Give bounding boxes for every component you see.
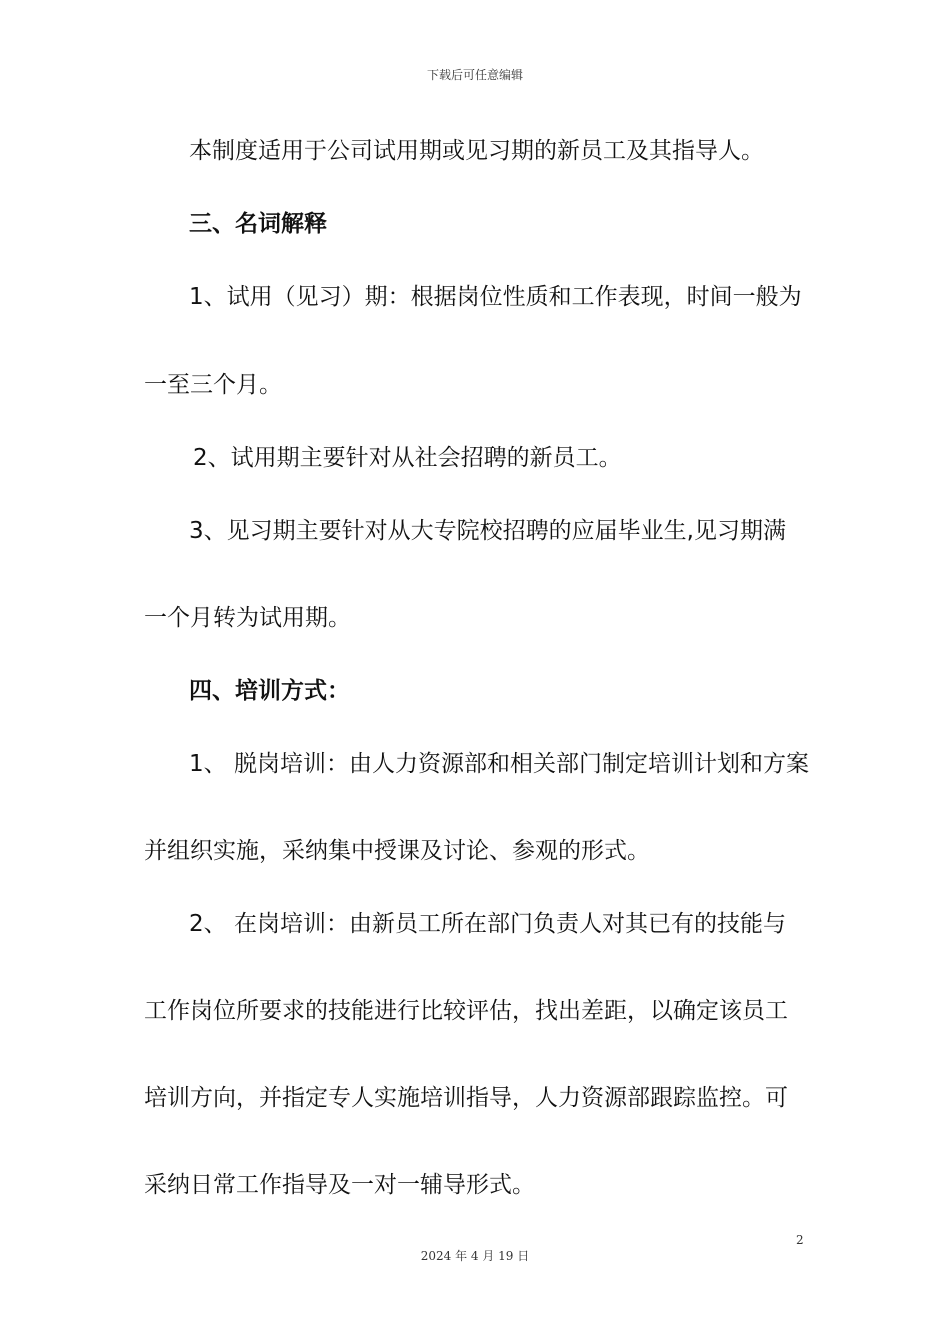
- page-header: 下载后可任意编辑: [426, 68, 523, 82]
- body-line-training-2-cont-1: 工作岗位所要求的技能进行比较评估，找出差距，以确定该员工: [144, 998, 788, 1024]
- footer-date: 2024 年 4 月 19 日: [420, 1249, 530, 1263]
- body-line-training-1-cont: 并组织实施，采纳集中授课及讨论、参观的形式。: [144, 838, 650, 864]
- body-line-term-3: 3、见习期主要针对从大专院校招聘的应届毕业生,见习期满: [189, 518, 786, 544]
- body-line-training-2-cont-2: 培训方向，并指定专人实施培训指导，人力资源部跟踪监控。可: [144, 1085, 788, 1111]
- body-line-scope: 本制度适用于公司试用期或见习期的新员工及其指导人。: [189, 138, 764, 164]
- body-line-term-3-cont: 一个月转为试用期。: [144, 605, 351, 631]
- body-line-term-2: 2、试用期主要针对从社会招聘的新员工。: [193, 445, 622, 471]
- body-line-training-1: 1、 脱岗培训：由人力资源部和相关部门制定培训计划和方案: [189, 751, 809, 777]
- body-line-term-1: 1、试用（见习）期：根据岗位性质和工作表现，时间一般为: [189, 284, 802, 310]
- body-line-training-2: 2、 在岗培训：由新员工所在部门负责人对其已有的技能与: [189, 911, 786, 937]
- section-heading-terms: 三、名词解释: [189, 211, 327, 237]
- section-heading-training: 四、培训方式：: [189, 678, 350, 704]
- page-number: 2: [796, 1233, 804, 1247]
- body-line-training-2-cont-3: 采纳日常工作指导及一对一辅导形式。: [144, 1172, 535, 1198]
- body-line-term-1-cont: 一至三个月。: [144, 372, 282, 398]
